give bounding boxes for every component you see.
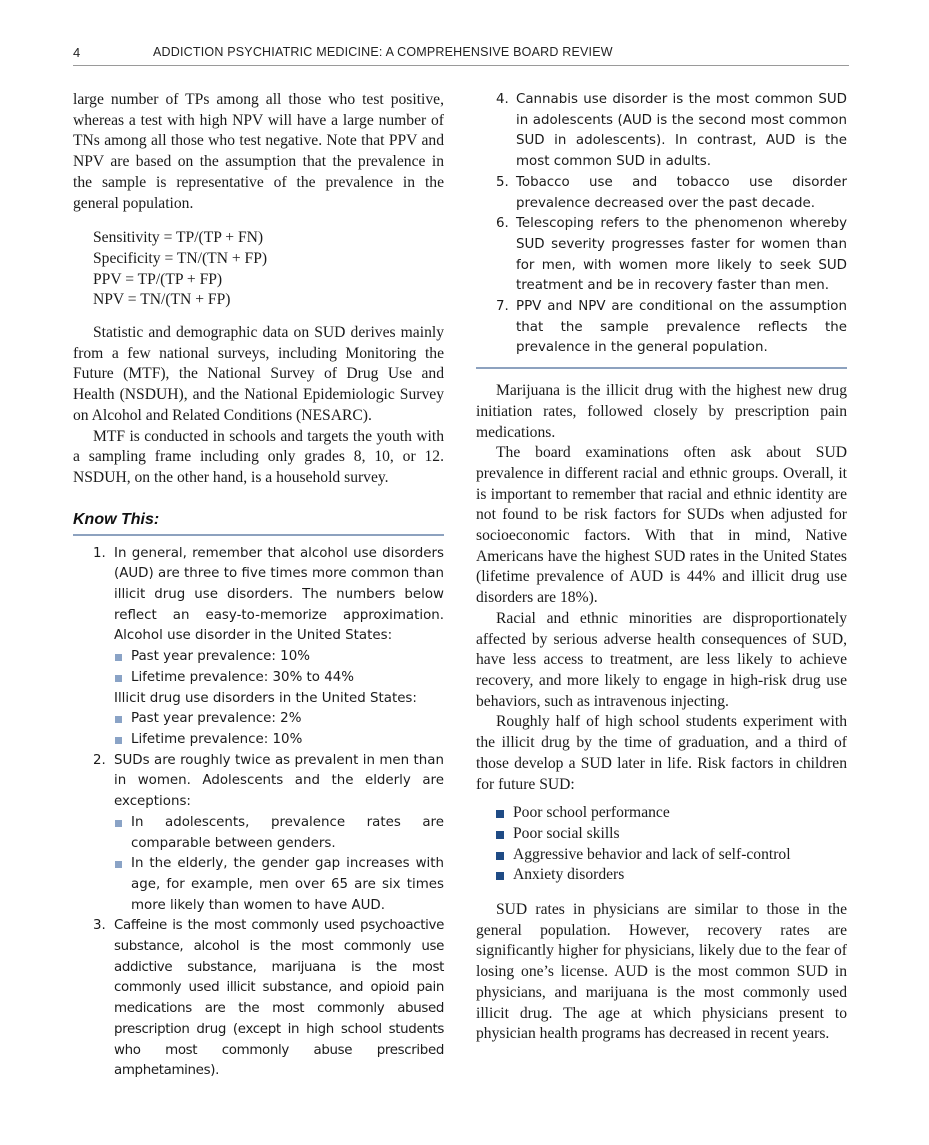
item-number: 3.: [93, 918, 106, 934]
page-header: [0, 0, 929, 70]
header-rule: [73, 65, 849, 66]
illicit-label: Illicit drug use disorders in the United States:: [114, 690, 417, 706]
square-bullet-icon: [115, 820, 122, 827]
high-school-paragraph: Roughly half of high school students experiment with the illicit drug by the time of graduation, and a third of those develop a SUD later in life. Risk factors in children for future SUD:: [476, 713, 847, 793]
item-number: 7.: [496, 299, 509, 315]
square-bullet-icon: [115, 737, 122, 744]
sub-bullet: Past year prevalence: 2%: [114, 709, 444, 730]
square-bullet-icon: [496, 852, 504, 860]
marijuana-paragraph: Marijuana is the illicit drug with the highest new drug initiation rates, followed closely by prescription pain medications.: [476, 382, 847, 441]
mtf-paragraph: MTF is conducted in schools and targets the youth with a sampling frame including only grades 8, 10, or 12. NSDUH, on the other hand, is a household survey.: [73, 427, 444, 486]
left-column: [73, 90, 444, 1082]
alcohol-bullets: [114, 647, 444, 688]
sub-bullet: In adolescents, prevalence rates are comparable between genders.: [114, 813, 444, 854]
square-bullet-icon: [115, 675, 122, 682]
know-this-rule: [73, 534, 444, 536]
gender-bullets: [114, 813, 444, 917]
item-text: Tobacco use and tobacco use disorder prevalence decreased over the past decade.: [516, 174, 847, 211]
list-item: [476, 173, 847, 214]
item-number: 1.: [93, 545, 106, 561]
page-number: 4: [73, 45, 81, 60]
item-text: Cannabis use disorder is the most common SUD in adolescents (AUD is the second most common SUD in adolescents). In contrast, AUD is the most common SUD in adults.: [516, 92, 847, 170]
list-item: [73, 916, 444, 1082]
item-number: 2.: [93, 752, 106, 768]
list-item: [476, 214, 847, 297]
square-bullet-icon: [496, 810, 504, 818]
item-text: Telescoping refers to the phenomenon whereby SUD severity progresses faster for women than for men, with women more likely to seek SUD treatment and be in recovery faster than men.: [516, 216, 847, 294]
know-this-list-continued: [476, 90, 847, 359]
formula-block: [93, 228, 444, 311]
square-bullet-icon: [496, 872, 504, 880]
formula-sensitivity: Sensitivity = TP/(TP + FN): [93, 229, 264, 247]
list-item: [476, 90, 847, 173]
racial-groups-paragraph: The board examinations often ask about SUD prevalence in different racial and ethnic groups. Overall, it is important to remember that racial and ethnic identity are not found to be risk factors for SUDs when adjusted for socioeconomic factors. With that in mind, Native Americans have the highest SUD rates in the United States (lifetime prevalence of AUD is 44% and illicit drug use disorders are 18%).: [476, 444, 847, 607]
list-item: Anxiety disorders: [476, 865, 847, 886]
item-text: Caffeine is the most commonly used psychoactive substance, alcohol is the most commonly use addictive substance, marijuana is the most commonly used illicit substance, and opioid pain medications are the most commonly abused prescription drug (except in high school students who most commonly abuse prescribed amphetamines).: [114, 918, 444, 1079]
right-column: [476, 90, 847, 1045]
know-this-end-rule: [476, 367, 847, 369]
item-text: In general, remember that alcohol use disorders (AUD) are three to five times more common than illicit drug use disorders. The numbers below reflect an easy-to-memorize approximation. Alcohol use disorder in the United States:: [114, 545, 444, 644]
square-bullet-icon: [496, 831, 504, 839]
know-this-list: [73, 544, 444, 1082]
item-text: SUDs are roughly twice as prevalent in men than in women. Adolescents and the elderly are exceptions:: [114, 752, 444, 810]
sub-bullet: Past year prevalence: 10%: [114, 647, 444, 668]
item-number: 5.: [496, 174, 509, 190]
list-item: Aggressive behavior and lack of self-control: [476, 845, 847, 866]
intro-paragraph: large number of TPs among all those who test positive, whereas a test with high NPV will have a large number of TNs among all those who test negative. Note that PPV and NPV are based on the assumption that the prevalence in the sample is representative of the prevalence in the general population.: [73, 91, 444, 212]
list-item: [476, 297, 847, 359]
physicians-paragraph: SUD rates in physicians are similar to those in the general population. However, recovery rates are significantly higher for physicians, likely due to the fear of losing one’s license. AUD is the most common SUD in physicians, and marijuana is the most commonly used illicit drug. The age at which physicians present to physician health programs has decreased in recent years.: [476, 901, 847, 1043]
sub-bullet: Lifetime prevalence: 30% to 44%: [114, 668, 444, 689]
item-number: 6.: [496, 216, 509, 232]
square-bullet-icon: [115, 861, 122, 868]
square-bullet-icon: [115, 716, 122, 723]
formula-ppv: PPV = TP/(TP + FP): [93, 270, 223, 288]
sub-bullet: In the elderly, the gender gap increases with age, for example, men over 65 are six times more likely than women to have AUD.: [114, 854, 444, 916]
item-text: PPV and NPV are conditional on the assumption that the sample prevalence reflects the prevalence in the general population.: [516, 299, 847, 356]
know-this-heading: Know This:: [73, 510, 160, 528]
minorities-paragraph: Racial and ethnic minorities are disproportionately affected by serious adverse health consequences of SUD, have less access to treatment, are less likely to achieve recovery, and more likely to engage in high-risk drug use behaviors, such as intravenous injecting.: [476, 609, 847, 710]
list-item: [73, 751, 444, 917]
square-bullet-icon: [115, 654, 122, 661]
formula-specificity: Specificity = TN/(TN + FP): [93, 249, 268, 267]
illicit-bullets: [114, 709, 444, 750]
sub-bullet: Lifetime prevalence: 10%: [114, 730, 444, 751]
list-item: [73, 544, 444, 751]
running-head: ADDICTION PSYCHIATRIC MEDICINE: A COMPREHENSIVE BOARD REVIEW: [153, 45, 613, 59]
list-item: Poor social skills: [476, 824, 847, 845]
list-item: Poor school performance: [476, 803, 847, 824]
risk-factors-list: [476, 803, 847, 886]
formula-npv: NPV = TN/(TN + FP): [93, 291, 231, 309]
item-number: 4.: [496, 92, 509, 107]
survey-paragraph: Statistic and demographic data on SUD derives mainly from a few national surveys, including Monitoring the Future (MTF), the National Survey of Drug Use and Health (NSDUH), and the National Epidemiologic Survey on Alcohol and Related Conditions (NESARC).: [73, 324, 444, 424]
